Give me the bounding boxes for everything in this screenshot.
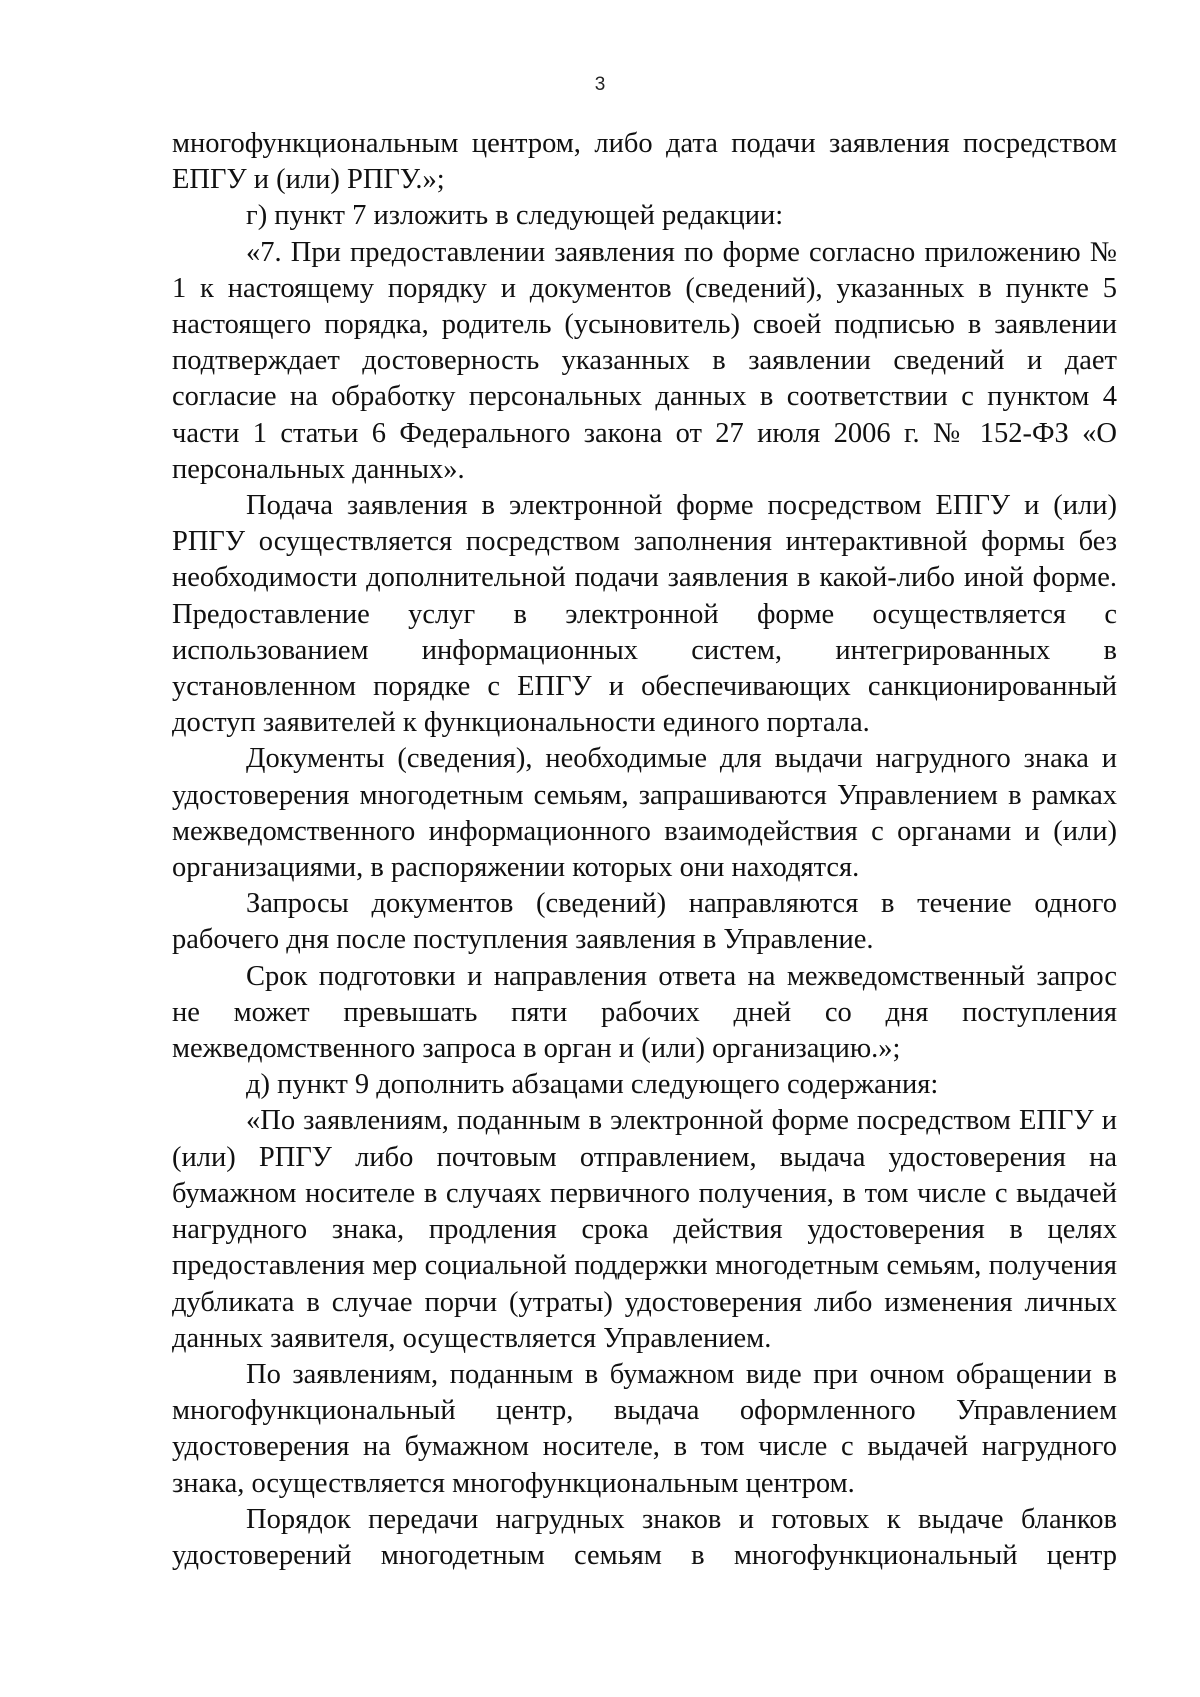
paragraph: Запросы документов (сведений) направляются в течение одного рабочего дня после поступления заявления в Управление. <box>172 888 1117 956</box>
paragraph: «7. При предоставлении заявления по форме согласно приложению № 1 к настоящему порядку и документов (сведений), указанных в пункте 5 настоящего порядка, родитель (усыновитель) своей подписью в заявлении подтверждает достоверность указанных в заявлении сведений и дает согласие на обработку персональных данных в соответствии с пунктом 4 части 1 статьи 6 Федерального закона от 27 июля 2006 г. № 152-ФЗ «О персональных данных». <box>172 236 1117 485</box>
paragraph: г) пункт 7 изложить в следующей редакции: <box>246 200 784 232</box>
paragraph: По заявлениям, поданным в бумажном виде при очном обращении в многофункциональный центр, выдача оформленного Управлением удостоверения на бумажном носителе, в том числе с выдачей нагрудного знака, осуществляется многофункциональным центром. <box>172 1358 1117 1499</box>
paragraph: Порядок передачи нагрудных знаков и готовых к выдаче бланков удостоверений многодетным семьям в многофункциональный центр <box>172 1503 1117 1571</box>
paragraph: «По заявлениям, поданным в электронной форме посредством ЕПГУ и (или) РПГУ либо почтовым отправлением, выдача удостоверения на бумажном носителе в случаях первичного получения, в том числе с выдачей нагрудного знака, продления срока действия удостоверения в целях предоставления мер социальной поддержки многодетным семьям, получения дубликата в случае порчи (утраты) удостоверения либо изменения личных данных заявителя, осуществляется Управлением. <box>172 1105 1117 1354</box>
document-body <box>172 126 1117 1574</box>
paragraph: Документы (сведения), необходимые для выдачи нагрудного знака и удостоверения многодетным семьям, запрашиваются Управлением в рамках межведомственного информационного взаимодействия с органами и (или) организациями, в распоряжении которых они находятся. <box>172 743 1117 884</box>
paragraph: многофункциональным центром, либо дата подачи заявления посредством ЕПГУ и (или) РПГУ.»; <box>172 128 1117 196</box>
paragraph: Срок подготовки и направления ответа на межведомственный запрос не может превышать пяти рабочих дней со дня поступления межведомственного запроса в орган и (или) организацию.»; <box>172 960 1117 1065</box>
paragraph: Подача заявления в электронной форме посредством ЕПГУ и (или) РПГУ осуществляется посредством заполнения интерактивной формы без необходимости дополнительной подачи заявления в какой-либо иной форме. Предоставление услуг в электронной форме осуществляется с использованием информационных систем, интегрированных в установленном порядке с ЕПГУ и обеспечивающих санкционированный доступ заявителей к функциональности единого портала. <box>172 490 1117 739</box>
page-number: 3 <box>594 74 606 95</box>
paragraph: д) пункт 9 дополнить абзацами следующего содержания: <box>246 1069 939 1101</box>
